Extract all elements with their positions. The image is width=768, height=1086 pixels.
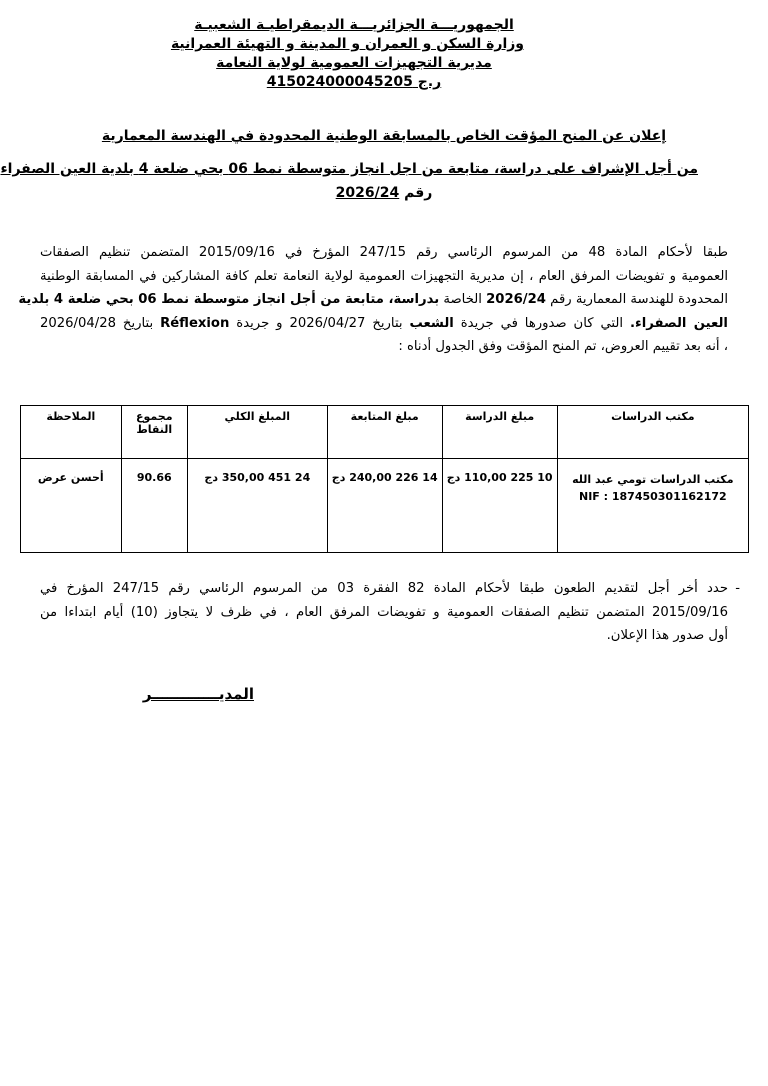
body-town: العين الصفراء. <box>630 315 728 331</box>
body-newspaper-2: Réflexion <box>160 315 230 331</box>
header-registry-number: ر.ج 415024000045205 <box>266 74 442 90</box>
office-name: مكتب الدراسات تومي عبد الله <box>572 473 734 486</box>
appeal-note <box>40 577 740 648</box>
announcement-title <box>0 126 698 203</box>
title-number <box>70 183 698 203</box>
body-line-3-b: الخاصة <box>443 292 482 307</box>
cell-followup-amount: 14 226 240,00 دج <box>327 459 442 553</box>
director-signature: المديـــــــــــــر <box>142 685 254 703</box>
document-header <box>170 16 524 92</box>
header-directorate: مديرية التجهيزات العمومية لولاية النعامة <box>216 55 492 71</box>
cell-total-amount: 24 451 350,00 دج <box>187 459 327 553</box>
note-bullet: - <box>735 581 740 596</box>
award-table <box>20 405 749 553</box>
table-header-row <box>21 406 749 459</box>
title-number-value: 2026/24 <box>335 185 400 201</box>
body-competition-number: 2026/24 <box>486 292 546 307</box>
table-row <box>21 459 749 553</box>
body-paragraph <box>18 241 728 359</box>
note-line-1: حدد أخر أجل لتقديم الطعون طبقا لأحكام المادة 82 الفقرة 03 من المرسوم الرئاسي رقم 247/15 المؤرخ في <box>40 581 729 596</box>
header-ministry: وزارة السكن و العمران و المدينة و التهيئة العمرانية <box>170 36 524 52</box>
body-line-3 <box>18 288 728 312</box>
header-remark: الملاحظة <box>21 406 122 459</box>
note-line-2: 2015/09/16 المتضمن تنظيم الصفقات العمومية و تفويضات المرفق العام ، في ظرف لا يتجاوز (10) أيام ابتداءا من <box>40 604 728 620</box>
body-line-3-a: المحدودة للهندسة المعمارية رقم <box>550 292 728 307</box>
title-number-prefix: رقم <box>404 185 433 201</box>
header-total-amount: المبلغ الكلي <box>187 406 327 459</box>
body-line-4-a: التي كان صدورها في جريدة <box>460 315 624 331</box>
body-line-4-b: بتاريخ 2026/04/27 و جريدة <box>236 315 403 331</box>
header-office: مكتب الدراسات <box>557 406 748 459</box>
body-line-5: ، أنه بعد تقييم العروض، تم المنح المؤقت وفق الجدول أدناه : <box>398 339 728 354</box>
title-line-1: إعلان عن المنح المؤقت الخاص بالمسابقة الوطنية المحدودة في الهندسة المعمارية <box>101 128 667 144</box>
office-nif: NIF : 187450301162172 <box>578 490 727 503</box>
body-line-1: طبقا لأحكام المادة 48 من المرسوم الرئاسي رقم 247/15 المؤرخ في 2015/09/16 المتضمن تنظيم الصفقات <box>40 245 728 260</box>
title-line-2: من أجل الإشراف على دراسة، متابعة من اجل انجاز متوسطة نمط 06 بحي ضلعة 4 بلدية العين الصفراء <box>0 161 698 177</box>
cell-points: 90.66 <box>121 459 187 553</box>
cell-office <box>557 459 748 553</box>
body-line-2: العمومية و تفويضات المرفق العام ، إن مديرية التجهيزات العمومية لولاية النعامة تعلم كافة المشاركين في المسابقة الوطنية <box>40 268 728 284</box>
header-followup-amount: مبلغ المتابعة <box>327 406 442 459</box>
note-line-3: أول صدور هذا الإعلان. <box>606 628 728 643</box>
cell-remark: أحسن عرض <box>21 459 122 553</box>
body-line-4-c: بتاريخ 2026/04/28 <box>40 315 154 331</box>
header-study-amount: مبلغ الدراسة <box>442 406 557 459</box>
body-project-description: بدراسة، متابعة من أجل انجاز متوسطة نمط 06 بحي ضلعة 4 بلدية <box>18 292 440 307</box>
body-line-4 <box>40 312 728 336</box>
body-newspaper-1: الشعب <box>409 315 454 331</box>
cell-study-amount: 10 225 110,00 دج <box>442 459 557 553</box>
header-republic: الجمهوريـــة الجزائريـــة الديمقراطيـة الشعبيـة <box>194 17 514 33</box>
header-points: مجموع النقاط <box>121 406 187 459</box>
